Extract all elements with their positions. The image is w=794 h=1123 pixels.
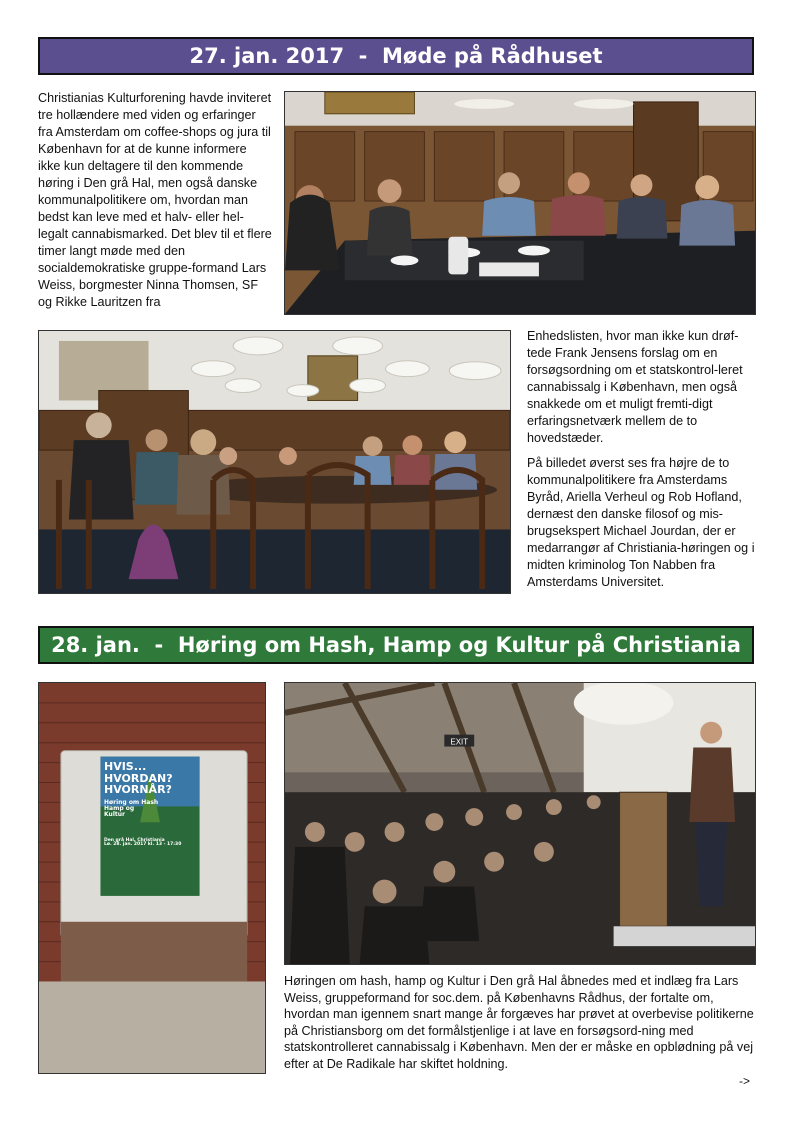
intro-paragraph: Christianias Kulturforening havde inviteret tre hollændere med viden og erfaringer fra Amsterdam om coffee-shops og jura til København for at de kunne informere ikke kun deltagere til den kommende høring i Den grå Hal, men også danske kommunalpolitikere om, hvordan man bedst kan leve med et halv- eller hel-legalt cannabismarked. Det blev til et flere timer langt møde med den socialdemokratiske gruppe-formand Lars Weiss, borgmester Ninna Thomsen, SF og Rikke Lauritzen fra — [38, 91, 272, 309]
poster-line4: Høring om Hash — [104, 798, 159, 806]
continued-text — [527, 328, 759, 599]
photo-poster — [38, 682, 266, 1074]
hearing-text — [284, 973, 758, 1081]
poster-line6: Kultur — [104, 811, 125, 819]
section-heading-hearing: 28. jan. - Høring om Hash, Hamp og Kultur på Christiania — [38, 626, 754, 664]
poster-line8: Lø. 28. jan. 2017 kl. 13 - 17:30 — [104, 842, 182, 848]
photo-meeting-room — [38, 330, 511, 594]
continued-paragraph: Enhedslisten, hvor man ikke kun drøf-tede Frank Jensens forslag om en forsøgsordning om et statskontrol-leret cannabissalg i København, men også snakkede om et muligt fremti-digt erfaringsnetværk mellem de to hovedstæder. — [527, 329, 743, 445]
exit-sign: EXIT — [450, 737, 469, 747]
photo-meeting-table — [284, 91, 756, 315]
photo-hall-audience — [284, 682, 756, 965]
poster-line1: HVIS... — [104, 760, 147, 773]
section-heading-meeting: 27. jan. 2017 - Møde på Rådhuset — [38, 37, 754, 75]
poster-line5: Hamp og — [104, 804, 135, 812]
hearing-paragraph: Høringen om hash, hamp og Kultur i Den grå Hal åbnedes med et indlæg fra Lars Weiss, gruppeformand for soc.dem. på Københavns Rådhus, der fortalte om, hvordan man igennem snart mange år forgæves har prøvet at overbevise politikerne på Christiansborg om det formålstjenlige i at lave en forsøgsord-ning med statskontrolleret cannabissalg i København. Men der er måske en opblødning på vej efter at De Radikale har skiftet holdning. — [284, 974, 754, 1071]
poster-line3: HVORNÅR? — [104, 783, 172, 797]
intro-text — [38, 90, 272, 319]
photo-caption: På billedet øverst ses fra højre de to kommunalpolitikere fra Amsterdams Byråd, Ariella Verheul og Rob Hofland, dernæst den danske filosof og mis-brugsekspert Michael Jourdan, der er medarrangør af Christiania-høringen og i midten kriminolog Ton Nabben fra Amsterdams Universitet. — [527, 456, 755, 589]
next-page-arrow: -> — [739, 1074, 751, 1088]
poster-line7: Den grå Hal, Christiania — [104, 837, 165, 843]
poster-line2: HVORDAN? — [104, 771, 173, 785]
